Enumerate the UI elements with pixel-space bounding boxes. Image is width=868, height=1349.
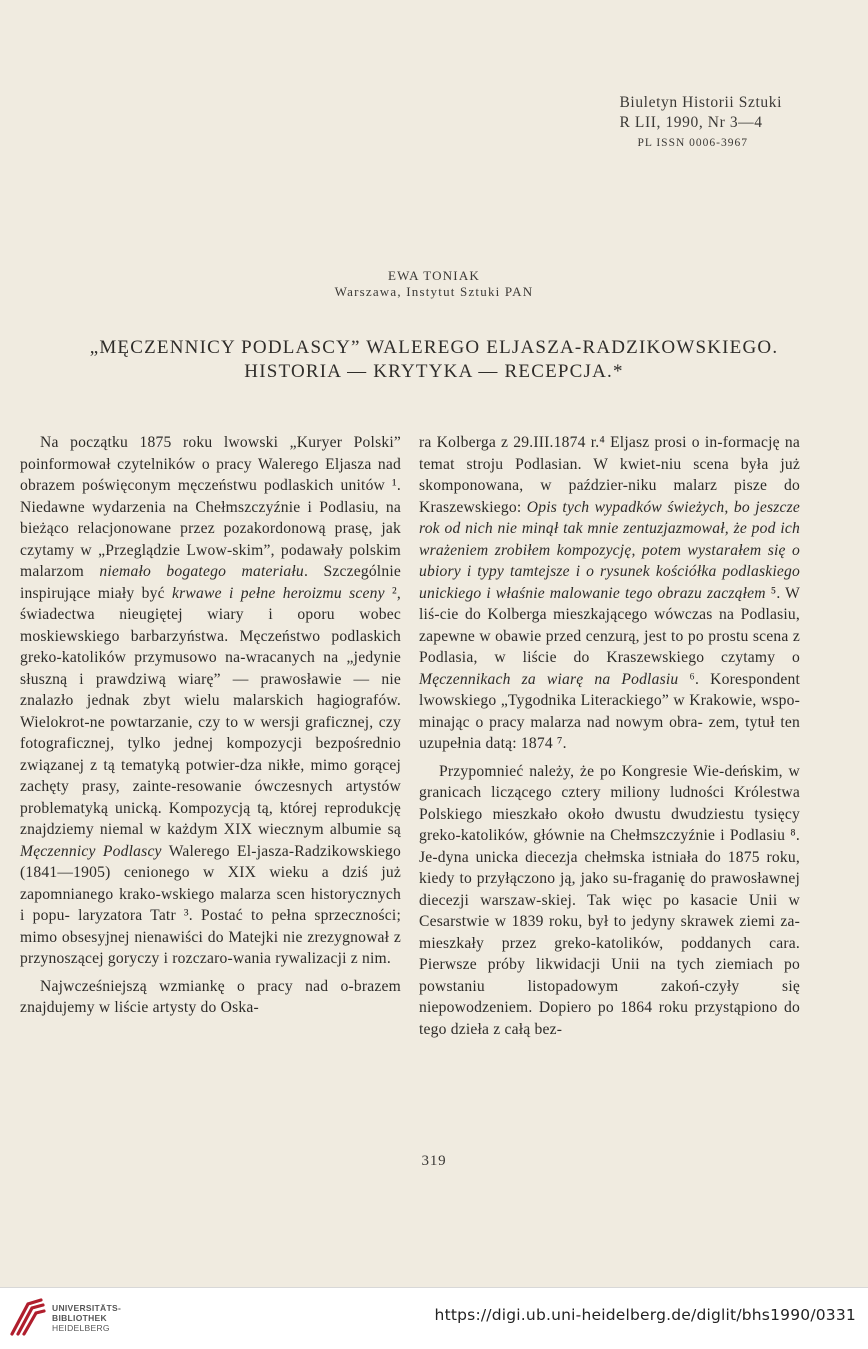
italic-title: Męczennikach za wiarę na Podlasiu <box>419 670 679 688</box>
italic-quote: Opis tych wypadków świeżych, bo jeszcze rok od nich nie minął tak mnie zentuzjazmował, że pod ich wrażeniem zrobiłem kompozycję, potem wystarałem się o ubiory i typy tamtejsze i o rysunek kościółka podlaskiego unickiego i właśnie malowanie tego obrazu zacząłem <box>419 498 800 602</box>
footer-bar <box>0 1287 868 1349</box>
journal-name: Biuletyn Historii Sztuki <box>619 94 782 111</box>
left-column <box>20 432 401 1019</box>
title-line-2: HISTORIA — KRYTYKA — RECEPCJA.* <box>244 361 624 382</box>
title-line-1: „MĘCZENNICY PODLASCY” WALEREGO ELJASZA-RADZIKOWSKIEGO. <box>89 337 779 358</box>
paragraph: Najwcześniejszą wzmiankę o pracy nad o-brazem znajdujemy w liście artysty do Oska- <box>20 977 401 1016</box>
journal-header <box>619 93 782 153</box>
source-url-link[interactable]: https://digi.ub.uni-heidelberg.de/diglit/bhs1990/0331 <box>434 1306 856 1324</box>
italic-quote: niemało bogatego materiału <box>99 563 304 580</box>
paragraph: Przypomnieć należy, że po Kongresie Wie-deńskim, w granicach liczącego cztery miliony ludności Królestwa Polskiego mieszkało około dwustu dwudziestu tysięcy greko-katolików, głównie na Chełmszczyźnie i Podlasiu ⁸. Je-dyna unicka diecezja chełmska istniała do 1875 roku, kiedy to przyłączono ją, jako su-fraganię do prawosławnej diecezji warszaw-skiej. Tak więc po kasacie Unii w Cesarstwie w 1839 roku, był to jedyny skrawek ziemi za-mieszkały przez greko-katolików, poddanych cara. Pierwsze próby likwidacji Unii na tych ziemiach po powstaniu listopadowym zakoń-czyły się niepowodzeniem. Dopiero po 1864 roku przystąpiono do tego dzieła z całą bez- <box>419 762 801 1038</box>
library-logo[interactable] <box>8 1296 48 1338</box>
author-block <box>0 268 868 300</box>
journal-issn: PL ISSN 0006-3967 <box>637 137 748 149</box>
italic-quote: krwawe i pełne heroizmu sceny <box>172 584 385 602</box>
paragraph: Na początku 1875 roku lwowski „Kuryer Polski” poinformował czytelników o pracy Walerego Eljasza nad obrazem poświęconym męczeństwu podlaskich unitów ¹. Niedawne wydarzenia na Chełmszczyźnie i Podlasiu, na bieżąco relacjonowane przez pozakordonową prasę, jak czytamy w „Przeglądzie Lwow-skim”, podawały polskim malarzom niemało bogatego materiału. Szczególnie inspirujące miały być krwawe i pełne heroizmu sceny ², świadectwa nieugiętej wiary i oporu wobec moskiewskiego barbarzyństwa. Męczeństwo podlaskich greko-katolików przymusowo na-wracanych na „jedynie słuszną i prawdziwą wiarę” — prawosławie — nie znalazło jednak zbyt wielu malarskich hagiografów. Wielokrot-ne powtarzanie, czy to w wersji graficznej, czy fotograficznej, tylko jednej kompozycji bezpośrednio związanej z tą tematyką potwier-dza nikłe, mimo gorącej zachęty prasy, zainte-resowanie ówczesnych artystów problematyką unicką. Kompozycją tą, której reprodukcję znajdziemy niemal w każdym XIX wiecznym albumie są Męczennicy Podlascy Walerego El-jasza-Radzikowskiego (1841—1905) cenionego w XIX wieku a dziś już zapomnianego krako-wskiego malarza scen historycznych i popu- laryzatora Tatr ³. Postać to pełna sprzeczności; mimo obsesyjnej nienawiści do Matejki nie zrezygnował z przynoszącej goryczy i rozczaro-wania rywalizacji z nim. <box>20 434 402 967</box>
journal-volume: R LII, 1990, Nr 3—4 <box>619 114 763 131</box>
right-column <box>419 432 800 1040</box>
author-name: EWA TONIAK <box>387 268 481 283</box>
library-logo-icon <box>8 1296 48 1338</box>
article-title <box>0 336 868 384</box>
author-affiliation: Warszawa, Instytut Sztuki PAN <box>334 284 534 299</box>
page-number: 319 <box>421 1153 447 1169</box>
paragraph: ra Kolberga z 29.III.1874 r.⁴ Eljasz prosi o in-formację na temat stroju Podlasian. W kwiet-niu scena była już skomponowana, w paździer-niku malarz pisze do Kraszewskiego: Opis tych wypadków świeżych, bo jeszcze rok od nich nie minął tak mnie zentuzjazmował, że pod ich wrażeniem zrobiłem kompozycję, potem wystarałem się o ubiory i typy tamtejsze i o rysunek kościółka podlaskiego unickiego i właśnie malowanie tego obrazu zacząłem ⁵. W liś-cie do Kolberga mieszkającego wówczas na Podlasiu, zapewne w obawie przed cenzurą, jest to po prostu scena z Podlasia, w liście do Kraszewskiego czytamy o Męczennikach za wiarę na Podlasiu ⁶. Korespondent lwowskiego „Tygodnika Literackiego” w Krakowie, wspo-minając o pracy malarza nad nowym obra- zem, tytuł ten uzupełnia datą: 1874 ⁷. <box>419 434 801 752</box>
italic-title: Męczennicy Podlascy <box>20 842 162 860</box>
library-name: UNIVERSITÄTS- BIBLIOTHEK HEIDELBERG <box>52 1303 122 1333</box>
